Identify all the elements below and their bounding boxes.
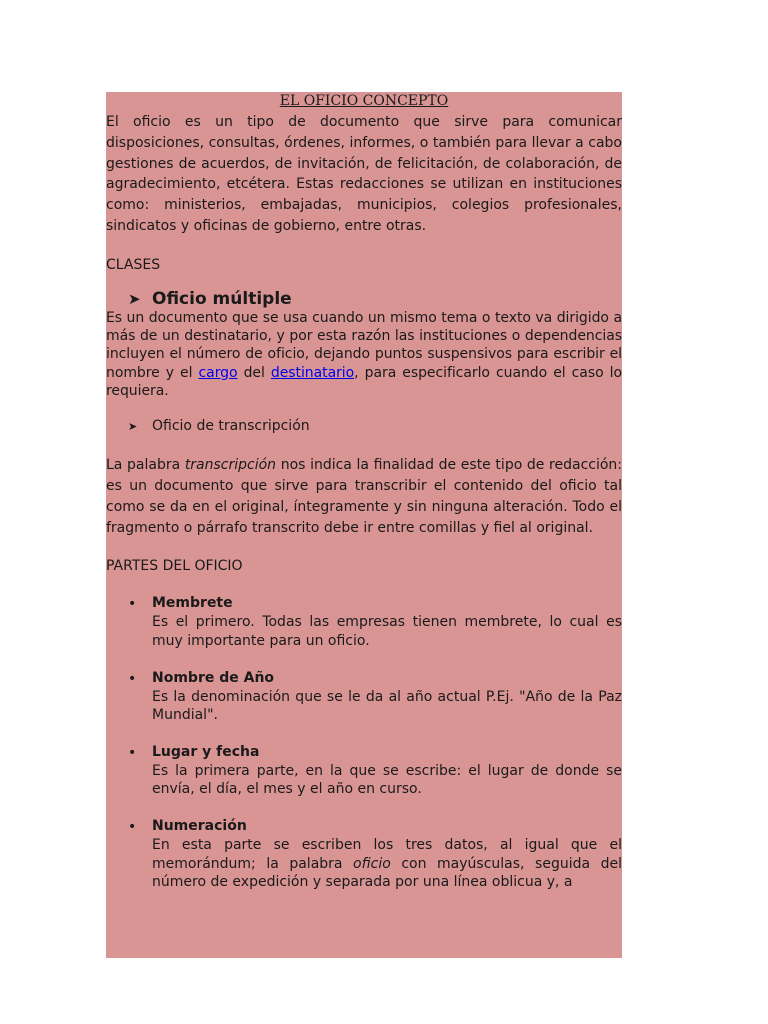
bullet-dot-icon: • <box>128 744 137 761</box>
bullet-dot-icon: • <box>128 819 137 836</box>
part-text: Es el primero. Todas las empresas tienen membrete, lo cual es muy importante para un oficio. <box>152 614 622 650</box>
part-title: Membrete <box>152 595 233 612</box>
clases-heading: CLASES <box>106 256 161 273</box>
oficio-multiple-text-mid: del <box>237 364 271 381</box>
list-item <box>106 817 622 892</box>
arrow-bullet-icon: ➤ <box>128 289 141 308</box>
arrow-bullet-icon: ➤ <box>128 420 138 434</box>
oficio-multiple-title: Oficio múltiple <box>152 288 292 309</box>
transcripcion-italic: transcripción <box>184 457 277 474</box>
transcripcion-text: La palabra <box>106 457 185 474</box>
bullet-dot-icon: • <box>128 670 137 687</box>
list-item <box>106 594 622 650</box>
part-text: Es la primera parte, en la que se escribe: el lugar de donde se envía, el día, el mes y el año en curso. <box>152 762 622 798</box>
part-title: Lugar y fecha <box>152 743 260 760</box>
oficio-multiple-paragraph <box>106 309 622 400</box>
part-title: Nombre de Año <box>152 669 275 686</box>
oficio-multiple-bullet <box>128 289 622 309</box>
oficio-transcripcion-title: Oficio de transcripción <box>152 418 310 435</box>
document-title: EL OFICIO CONCEPTO <box>279 93 449 109</box>
transcripcion-paragraph <box>106 455 622 538</box>
part-title: Numeración <box>152 818 247 835</box>
oficio-transcripcion-bullet <box>128 416 622 437</box>
oficio-multiple-text: Es un documento que se usa cuando un mismo tema o texto va dirigido a más de un destinatario, y por esta razón las instituciones o dependencias incluyen el número de oficio, dejando puntos suspensivos para escribir el nombre y el <box>106 309 622 381</box>
numeracion-text-end: con mayúsculas, seguida del número de expedición y separada por una línea oblicua y, a <box>152 855 622 891</box>
transcripcion-text-end: nos indica la finalidad de este tipo de redacción: es un documento que sirve para transcribir el contenido del oficio tal como se da en el original, íntegramente y sin ninguna alteración. Todo el fragmento o párrafo transcrito debe ir entre comillas y fiel al original. <box>106 457 622 536</box>
destinatario-link[interactable]: destinatario <box>270 364 355 381</box>
part-text <box>152 836 622 892</box>
list-item <box>106 743 622 799</box>
bullet-dot-icon: • <box>128 596 137 613</box>
cargo-link[interactable]: cargo <box>198 364 238 381</box>
numeracion-italic: oficio <box>353 855 391 872</box>
part-text: Es la denominación que se le da al año actual P.Ej. "Año de la Paz Mundial". <box>152 688 622 724</box>
list-item <box>106 669 622 725</box>
numeracion-text: En esta parte se escriben los tres datos, al igual que el memorándum; la palabra <box>152 837 622 872</box>
oficio-multiple-text-end: , para especificarlo cuando el caso lo requiera. <box>106 364 622 399</box>
document-page <box>106 92 622 958</box>
parts-list <box>106 594 622 891</box>
partes-heading: PARTES DEL OFICIO <box>106 558 243 575</box>
intro-paragraph: El oficio es un tipo de documento que sirve para comunicar disposiciones, consultas, órdenes, informes, o también para llevar a cabo gestiones de acuerdos, de invitación, de felicitación, de colaboración, de agradecimiento, etcétera. Estas redacciones se utilizan en instituciones como: ministerios, embajadas, municipios, colegios profesionales, sindicatos y oficinas de gobierno, entre otras. <box>106 114 622 234</box>
